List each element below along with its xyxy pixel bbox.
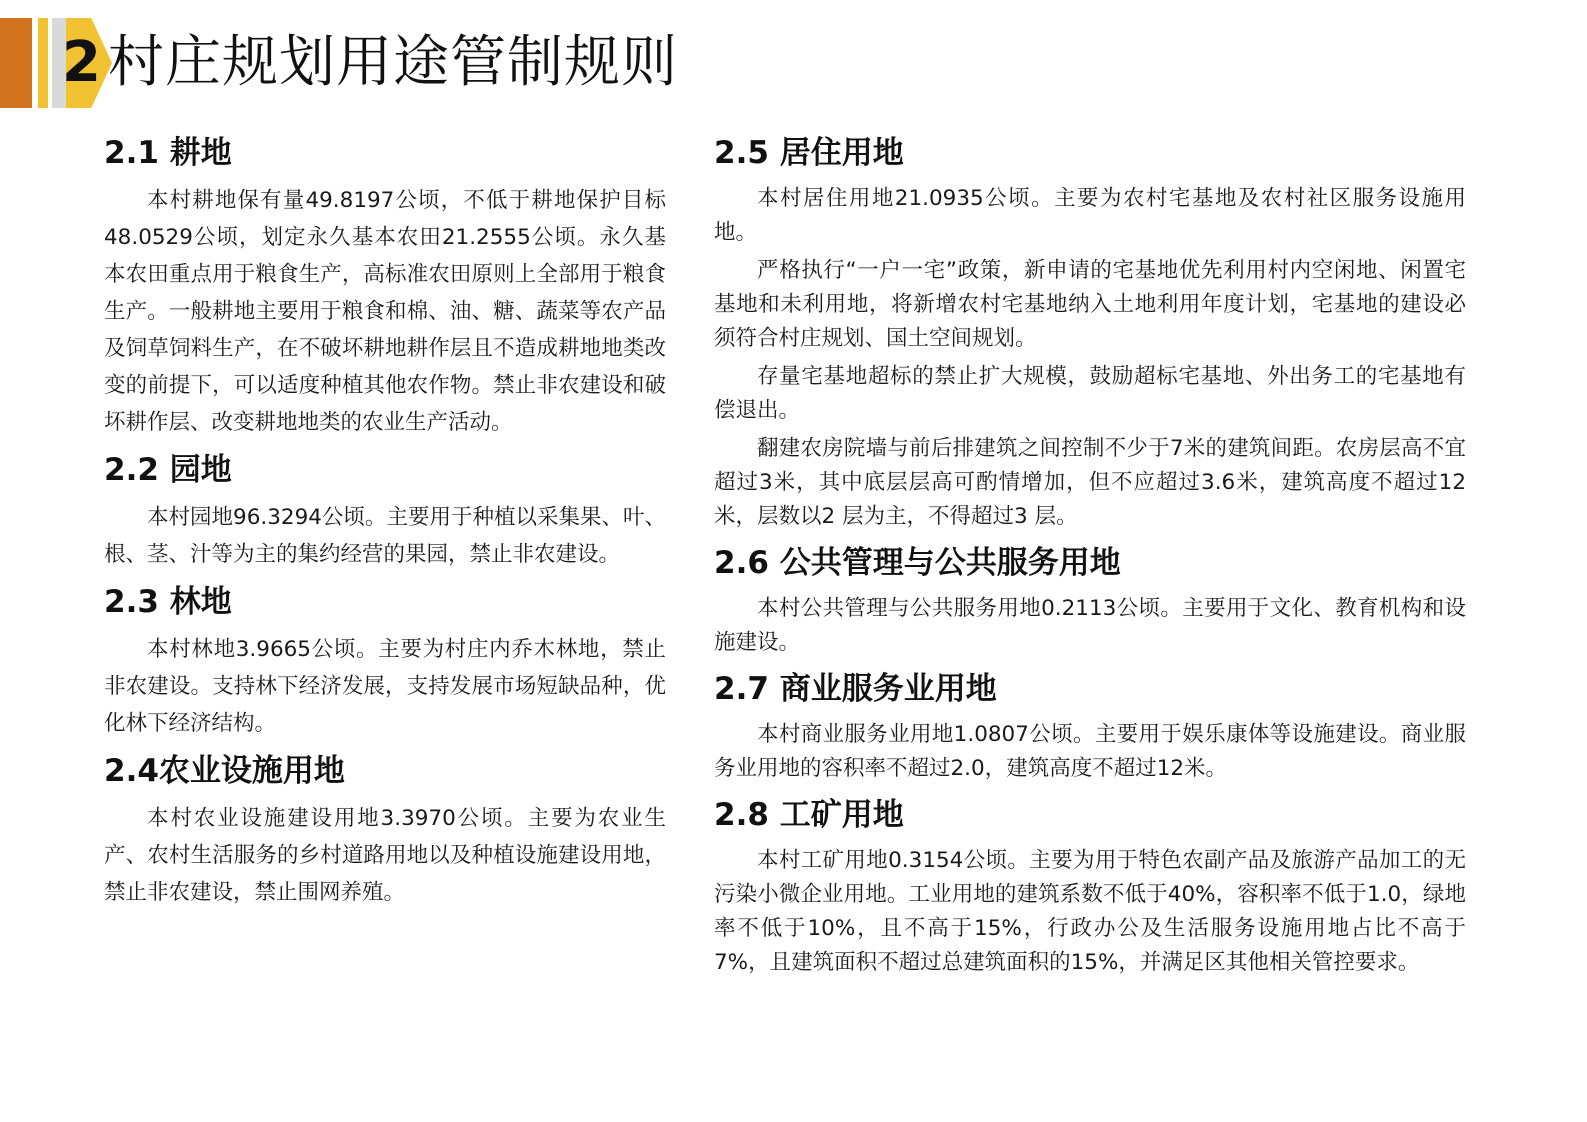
section-paragraph: 本村商业服务业用地1.0807公顷。主要用于娱乐康体等设施建设。商业服务业用地的容积率不超过2.0，建筑高度不超过12米。: [714, 722, 1466, 781]
section-heading: 2.6 公共管理与公共服务用地: [714, 545, 1121, 581]
section-public-service-land: [714, 538, 1466, 660]
section-industrial-land: [714, 790, 1466, 980]
section-agricultural-facility-land: [104, 746, 666, 911]
right-column: [714, 128, 1466, 980]
section-heading: 2.8 工矿用地: [714, 797, 904, 833]
page-title: 村庄规划用途管制规则: [108, 30, 678, 95]
section-paragraph: 本村林地3.9665公顷。主要为村庄内乔木林地，禁止非农建设。支持林下经济发展，支持发展市场短缺品种，优化林下经济结构。: [104, 637, 666, 736]
section-paragraph: 本村耕地保有量49.8197公顷，不低于耕地保护目标48.0529公顷，划定永久基本农田21.2555公顷。永久基本农田重点用于粮食生产，高标准农田原则上全部用于粮食生产。一般耕地主要用于粮食和棉、油、糖、蔬菜等农产品及饲草饲料生产，在不破坏耕地耕作层且不造成耕地地类改变的前提下，可以适度种植其他农作物。禁止非农建设和破坏耕作层、改变耕地地类的农业生产活动。: [104, 188, 666, 435]
section-forest-land: [104, 577, 666, 742]
section-heading: 2.4农业设施用地: [104, 753, 345, 789]
section-paragraph: 翻建农房院墙与前后排建筑之间控制不少于7米的建筑间距。农房层高不宜超过3米，其中底层层高可酌情增加，但不应超过3.6米，建筑高度不超过12米，层数以2 层为主，不得超过3 层。: [714, 436, 1466, 529]
orange-bar-decoration: [0, 18, 32, 108]
section-paragraph: 本村居住用地21.0935公顷。主要为农村宅基地及农村社区服务设施用地。: [714, 186, 1466, 245]
section-paragraph: 严格执行“一户一宅”政策，新申请的宅基地优先利用村内空闲地、闲置宅基地和未利用地，将新增农村宅基地纳入土地利用年度计划，宅基地的建设必须符合村庄规划、国土空间规划。: [714, 258, 1466, 351]
section-heading: 2.3 林地: [104, 584, 232, 620]
section-paragraph: 存量宅基地超标的禁止扩大规模，鼓励超标宅基地、外出务工的宅基地有偿退出。: [714, 364, 1466, 423]
left-column: [104, 128, 666, 911]
page-header: [0, 18, 1000, 108]
section-heading: 2.2 园地: [104, 452, 232, 488]
section-heading: 2.7 商业服务业用地: [714, 671, 997, 707]
section-residential-land: [714, 128, 1466, 534]
section-paragraph: 本村公共管理与公共服务用地0.2113公顷。主要用于文化、教育机构和设施建设。: [714, 596, 1466, 655]
yellow-bar-decoration: [38, 18, 48, 108]
section-paragraph: 本村工矿用地0.3154公顷。主要为用于特色农副产品及旅游产品加工的无污染小微企业用地。工业用地的建筑系数不低于40%，容积率不低于1.0，绿地率不低于10%，且不高于15%，行政办公及生活服务设施用地占比不高于7%，且建筑面积不超过总建筑面积的15%，并满足区其他相关管控要求。: [714, 848, 1466, 975]
section-number: 2: [62, 30, 101, 95]
section-garden-land: [104, 445, 666, 573]
section-commercial-land: [714, 664, 1466, 786]
section-paragraph: 本村农业设施建设用地3.3970公顷。主要为农业生产、农村生活服务的乡村道路用地以及种植设施建设用地，禁止非农建设，禁止围网养殖。: [104, 806, 666, 905]
section-heading: 2.5 居住用地: [714, 135, 904, 171]
section-cultivated-land: [104, 128, 666, 441]
section-paragraph: 本村园地96.3294公顷。主要用于种植以采集果、叶、根、茎、汁等为主的集约经营的果园，禁止非农建设。: [104, 505, 666, 567]
section-heading: 2.1 耕地: [104, 135, 232, 171]
